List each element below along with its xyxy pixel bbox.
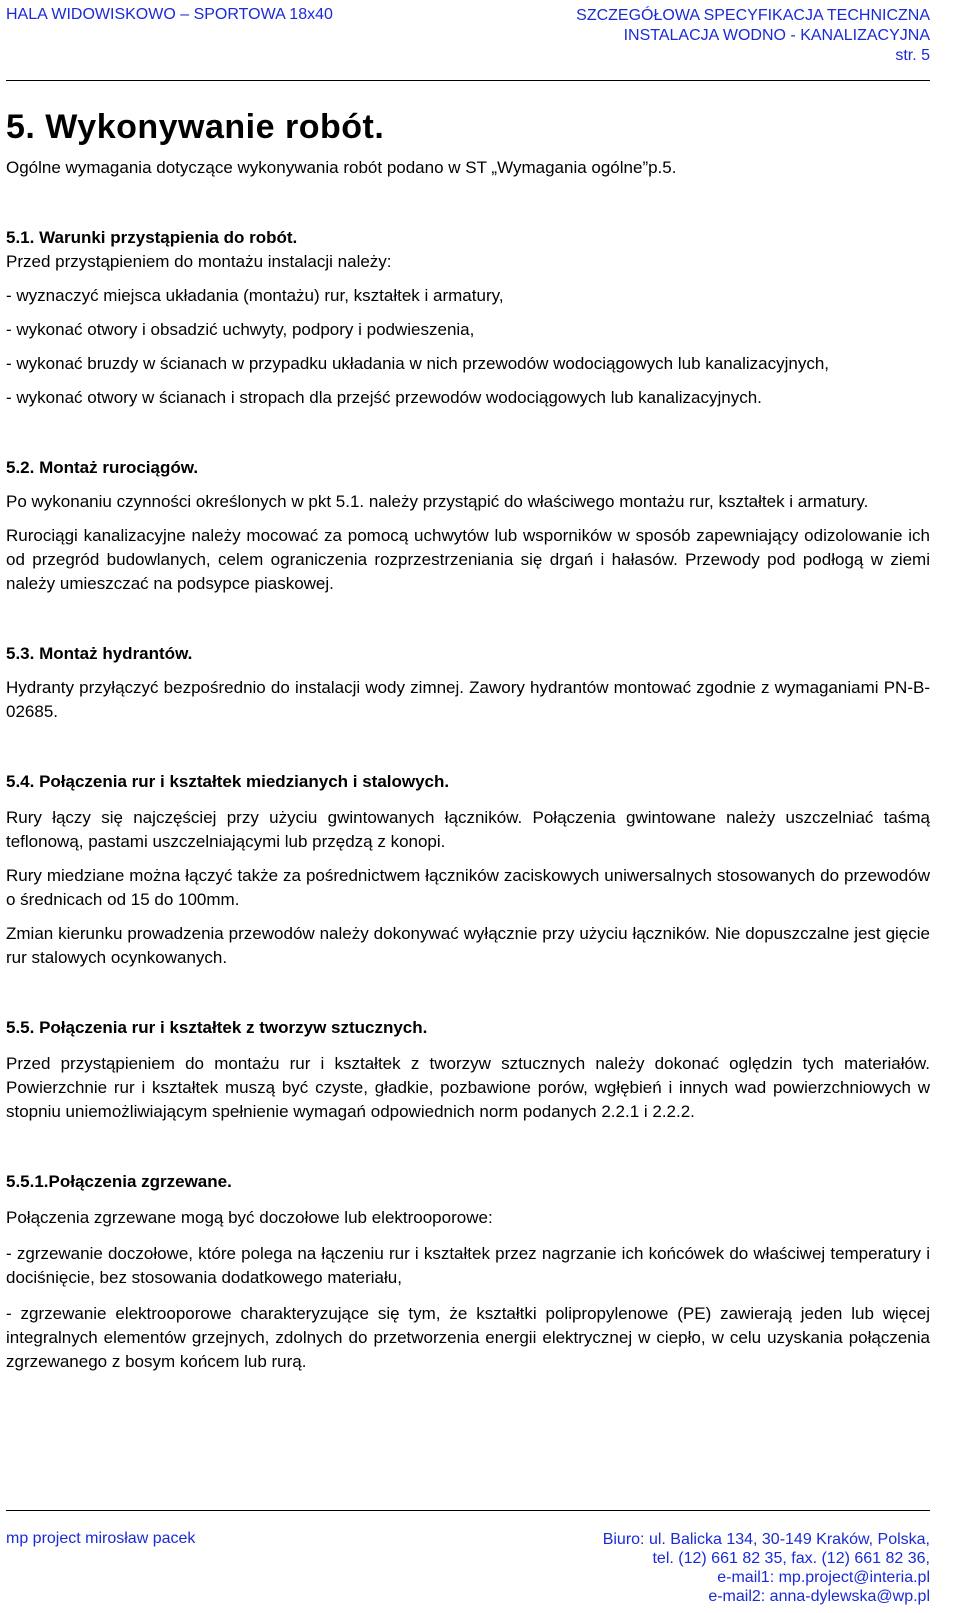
paragraph: Połączenia zgrzewane mogą być doczołowe lub elektrooporowe: (6, 1208, 493, 1227)
page-header (0, 0, 960, 84)
subsection-5-2-heading: 5.2. Montaż rurociągów. (6, 458, 199, 477)
header-spec-subtitle: INSTALACJA WODNO - KANALIZACYJNA (623, 27, 930, 44)
list-item: - zgrzewanie doczołowe, które polega na łączeniu rur i kształtek przez nagrzanie ich końcówek do właściwej temperatury i dociśnięcie, bez stosowania dodatkowego materiału, (6, 1244, 930, 1287)
paragraph: Zmian kierunku prowadzenia przewodów należy dokonywać wyłącznie przy użyciu łączników. Nie dopuszczalne jest gięcie rur stalowych ocynkowanych. (6, 924, 930, 967)
list-item: - wykonać otwory i obsadzić uchwyty, podpory i podwieszenia, (6, 320, 475, 339)
subsection-5-4-heading: 5.4. Połączenia rur i kształtek miedzianych i stalowych. (6, 772, 450, 791)
document-body (6, 104, 930, 1374)
section-title: 5. Wykonywanie robót. (6, 108, 385, 146)
header-project-title: HALA WIDOWISKOWO – SPORTOWA 18x40 (6, 6, 333, 23)
header-spec-title: SZCZEGÓŁOWA SPECYFIKACJA TECHNICZNA (576, 7, 930, 24)
footer-divider (6, 1510, 930, 1511)
header-spec-block (576, 6, 930, 66)
paragraph: Rury łączy się najczęściej przy użyciu gwintowanych łączników. Połączenia gwintowane należy uszczelniać taśmą teflonową, pastami uszczelniającymi lub przędzą z konopi. (6, 808, 930, 851)
footer-email-1: e-mail1: mp.project@interia.pl (717, 1569, 930, 1586)
footer-address: Biuro: ul. Balicka 134, 30-149 Kraków, Polska, (602, 1531, 930, 1548)
paragraph: Rurociągi kanalizacyjne należy mocować za pomocą uchwytów lub wsporników w sposób zapewniający odizolowanie ich od przegród budowlanych, celem ograniczenia rozprzestrzeniania się drgań i hałasów. Przewody pod podłogą w ziemi należy umieszczać na podsypce piaskowej. (6, 526, 930, 593)
page-footer (0, 1510, 960, 1613)
section-intro: Ogólne wymagania dotyczące wykonywania robót podano w ST „Wymagania ogólne”p.5. (6, 158, 677, 177)
header-divider (6, 80, 930, 81)
paragraph: Rury miedziane można łączyć także za pośrednictwem łączników zaciskowych uniwersalnych stosowanych do przewodów o średnicach od 15 do 100mm. (6, 866, 930, 909)
subsection-5-1-lead: Przed przystąpieniem do montażu instalacji należy: (6, 252, 392, 271)
subsection-5-5-1-heading: 5.5.1.Połączenia zgrzewane. (6, 1172, 232, 1191)
paragraph: Przed przystąpieniem do montażu rur i kształtek z tworzyw sztucznych należy dokonać oględzin tych materiałów. Powierzchnie rur i kształtek muszą być czyste, gładkie, pozbawione porów, wgłębień i innych wad powierzchniowych w stopniu uniemożliwiającym spełnienie wymagań odpowiednich norm podanych 2.2.1 i 2.2.2. (6, 1054, 930, 1121)
footer-email-2: e-mail2: anna-dylewska@wp.pl (708, 1588, 930, 1605)
subsection-5-1-heading: 5.1. Warunki przystąpienia do robót. (6, 228, 298, 247)
subsection-5-5-heading: 5.5. Połączenia rur i kształtek z tworzyw sztucznych. (6, 1018, 428, 1037)
footer-contact-block (603, 1530, 930, 1606)
subsection-5-3-heading: 5.3. Montaż hydrantów. (6, 644, 193, 663)
paragraph: Po wykonaniu czynności określonych w pkt 5.1. należy przystąpić do właściwego montażu rur, kształtek i armatury. (6, 492, 869, 511)
paragraph: Hydranty przyłączyć bezpośrednio do instalacji wody zimnej. Zawory hydrantów montować zgodnie z wymaganiami PN-B-02685. (6, 678, 930, 721)
footer-phone-fax: tel. (12) 661 82 35, fax. (12) 661 82 36, (652, 1550, 930, 1567)
list-item: - zgrzewanie elektrooporowe charakteryzujące się tym, że kształtki polipropylenowe (PE) zawierają jeden lub więcej integralnych elementów grzejnych, zdolnych do przetworzenia energii elektrycznej w ciepło, w celu uzyskania połączenia zgrzewanego z bosym końcem lub rurą. (6, 1304, 930, 1371)
list-item: - wykonać bruzdy w ścianach w przypadku układania w nich przewodów wodociągowych lub kanalizacyjnych, (6, 354, 830, 373)
list-item: - wyznaczyć miejsca układania (montażu) rur, kształtek i armatury, (6, 286, 504, 305)
list-item: - wykonać otwory w ścianach i stropach dla przejść przewodów wodociągowych lub kanalizacyjnych. (6, 388, 762, 407)
header-page-number: str. 5 (895, 47, 930, 64)
footer-company-name: mp project mirosław pacek (6, 1530, 196, 1547)
